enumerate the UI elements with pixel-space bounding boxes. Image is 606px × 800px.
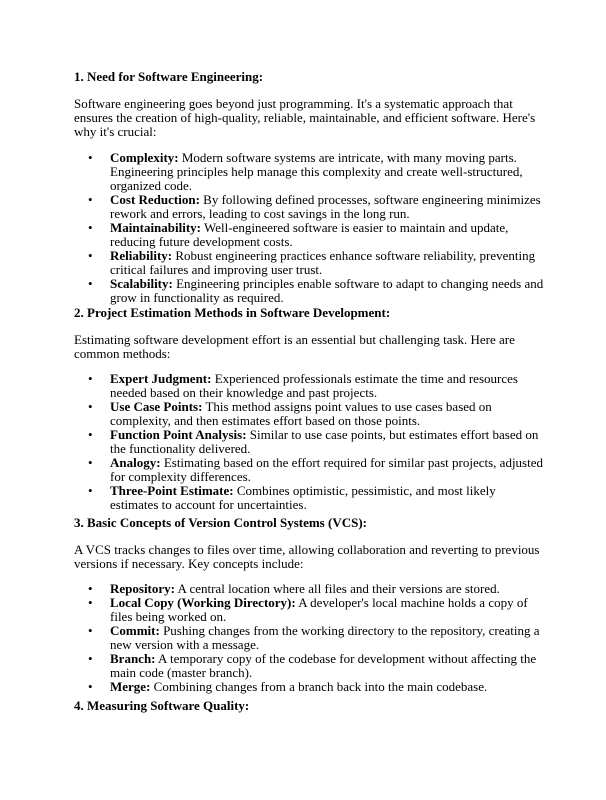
bullet-icon: • [88,427,93,442]
list-item-text: Estimating based on the effort required for similar past projects, adjusted for complexity differences. [110,455,543,484]
bullet-icon: • [88,623,93,638]
list-item [74,652,544,680]
bullet-icon: • [88,192,93,207]
section-3-intro: A VCS tracks changes to files over time, allowing collaboration and reverting to previous versions if necessary. Key concepts include: [74,542,540,571]
list-item-term: Repository: [110,581,175,596]
list-item-term: Reliability: [110,248,173,263]
list-item-text: A temporary copy of the codebase for development without affecting the main code (master branch). [110,651,537,680]
bullet-icon: • [88,679,93,694]
list-item-term: Scalability: [110,276,173,291]
bullet-icon: • [88,371,93,386]
list-item-term: Maintainability: [110,220,202,235]
list-item [74,484,544,512]
bullet-icon: • [88,455,93,470]
list-item [74,221,544,249]
bullet-icon: • [88,150,93,165]
list-item [74,428,544,456]
bullet-icon: • [88,595,93,610]
list-item [74,400,544,428]
list-item-term: Use Case Points: [110,399,203,414]
section-3-heading: 3. Basic Concepts of Version Control Systems (VCS): [74,515,367,530]
list-item [74,151,544,193]
bullet-icon: • [88,399,93,414]
bullet-icon: • [88,483,93,498]
list-item [74,193,544,221]
list-item [74,372,544,400]
list-item-text: A central location where all files and their versions are stored. [175,581,500,596]
bullet-icon: • [88,248,93,263]
section-3-list [74,582,544,694]
list-item-term: Function Point Analysis: [110,427,247,442]
list-item-text: Modern software systems are intricate, with many moving parts. Engineering principles help manage this complexity and create well-structured, organized code. [110,150,523,193]
list-item [74,582,544,596]
list-item [74,277,544,305]
list-item [74,680,544,694]
list-item [74,456,544,484]
list-item-term: Three-Point Estimate: [110,483,234,498]
list-item-text: A developer's local machine holds a copy of files being worked on. [110,595,528,624]
list-item-term: Branch: [110,651,156,666]
list-item-text: Experienced professionals estimate the time and resources needed based on their knowledge and past projects. [110,371,518,400]
list-item-term: Expert Judgment: [110,371,212,386]
list-item [74,596,544,624]
list-item-text: Similar to use case points, but estimates effort based on the functionality delivered. [110,427,539,456]
list-item [74,249,544,277]
bullet-icon: • [88,220,93,235]
list-item-term: Local Copy (Working Directory): [110,595,296,610]
list-item-term: Cost Reduction: [110,192,200,207]
section-1-heading: 1. Need for Software Engineering: [74,69,264,84]
list-item-term: Commit: [110,623,160,638]
section-1-intro: Software engineering goes beyond just programming. It's a systematic approach that ensures the creation of high-quality, reliable, maintainable, and efficient software. Here's why it's crucial: [74,96,536,139]
list-item-term: Merge: [110,679,151,694]
bullet-icon: • [88,276,93,291]
section-2-heading: 2. Project Estimation Methods in Software Development: [74,305,391,320]
list-item [74,624,544,652]
list-item-text: Engineering principles enable software to adapt to changing needs and grow in functionality as required. [110,276,544,305]
list-item-text: By following defined processes, software engineering minimizes rework and errors, leading to cost savings in the long run. [110,192,541,221]
list-item-text: Pushing changes from the working directory to the repository, creating a new version with a message. [110,623,540,652]
list-item-term: Complexity: [110,150,179,165]
list-item-term: Analogy: [110,455,161,470]
bullet-icon: • [88,651,93,666]
list-item-text: Robust engineering practices enhance software reliability, preventing critical failures and improving user trust. [110,248,536,277]
section-4-heading: 4. Measuring Software Quality: [74,698,250,713]
list-item-text: Combining changes from a branch back into the main codebase. [150,679,488,694]
section-2-intro: Estimating software development effort is an essential but challenging task. Here are common methods: [74,332,515,361]
list-item-text: Well-engineered software is easier to maintain and update, reducing future development costs. [110,220,509,249]
list-item-text: Combines optimistic, pessimistic, and most likely estimates to account for uncertainties. [110,483,496,512]
list-item-text: This method assigns point values to use cases based on complexity, and then estimates effort based on those points. [110,399,492,428]
bullet-icon: • [88,581,93,596]
section-1-list [74,151,544,305]
section-2-list [74,372,544,512]
